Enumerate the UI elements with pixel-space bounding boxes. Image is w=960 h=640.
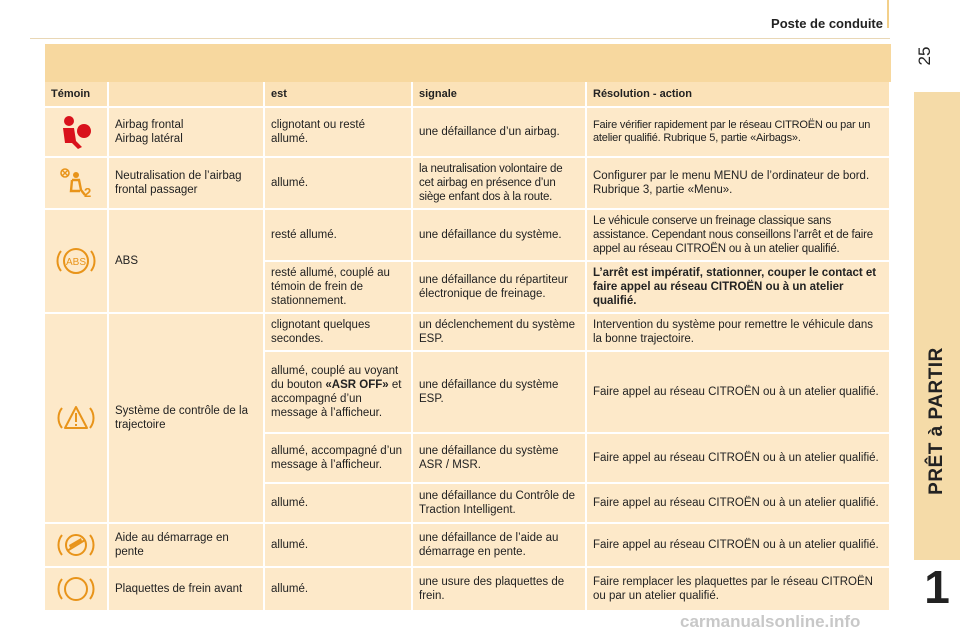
svg-text:ABS: ABS bbox=[65, 257, 87, 268]
signale-cell: une défaillance du système ASR / MSR. bbox=[413, 434, 587, 484]
temoin-name: ABS bbox=[109, 210, 265, 314]
action-cell: Faire appel au réseau CITROËN ou à un atelier qualifié. bbox=[587, 434, 891, 484]
chapter-section-text: PRÊT à PARTIR bbox=[926, 347, 947, 495]
est-cell: resté allumé. bbox=[265, 210, 413, 262]
page-number-text: 25 bbox=[915, 46, 934, 66]
column-header-resolution: Résolution - action bbox=[587, 82, 891, 108]
signale-cell: une défaillance du Contrôle de Traction Intelligent. bbox=[413, 484, 587, 524]
icon-cell bbox=[45, 524, 109, 568]
action-cell: Faire appel au réseau CITROËN ou à un atelier qualifié. bbox=[587, 484, 891, 524]
table-row bbox=[45, 568, 891, 612]
temoin-name: Plaquettes de frein avant bbox=[109, 568, 265, 612]
action-cell: Le véhicule conserve un freinage classique sans assistance. Cependant nous conseillons l’arrêt et de faire appel au réseau CITROËN ou à un atelier qualifié. bbox=[587, 210, 891, 262]
page-number bbox=[912, 36, 938, 76]
chapter-section-label bbox=[914, 300, 960, 560]
est-cell: allumé. bbox=[265, 524, 413, 568]
est-cell: clignotant ou resté allumé. bbox=[265, 108, 413, 158]
icon-cell bbox=[45, 210, 109, 314]
brake-pad-warning-icon bbox=[55, 571, 97, 607]
est-cell: allumé. bbox=[265, 484, 413, 524]
esp-warning-icon bbox=[55, 400, 97, 436]
table-top-band bbox=[45, 44, 891, 82]
action-cell: Faire remplacer les plaquettes par le réseau CITROËN ou par un atelier qualifié. bbox=[587, 568, 891, 612]
temoin-name: Aide au démarrage en pente bbox=[109, 524, 265, 568]
est-cell bbox=[265, 352, 413, 434]
column-header-temoin: Témoin bbox=[45, 82, 109, 108]
table-row bbox=[45, 524, 891, 568]
svg-text:2: 2 bbox=[84, 185, 92, 200]
table-row bbox=[45, 210, 891, 262]
signale-cell: une défaillance du système ESP. bbox=[413, 352, 587, 434]
signale-cell: une défaillance du répartiteur électronique de freinage. bbox=[413, 262, 587, 314]
signale-cell: un déclenchement du système ESP. bbox=[413, 314, 587, 352]
icon-cell bbox=[45, 158, 109, 210]
action-cell: Faire vérifier rapidement par le réseau CITROËN ou par un atelier qualifié. Rubrique 5, partie «Airbags». bbox=[587, 108, 891, 158]
chapter-number: 1 bbox=[924, 561, 950, 613]
signale-cell: une défaillance de l’aide au démarrage en pente. bbox=[413, 524, 587, 568]
action-cell: Faire appel au réseau CITROËN ou à un atelier qualifié. bbox=[587, 524, 891, 568]
signale-cell: la neutralisation volontaire de cet airbag en présence d’un siège enfant dos à la route. bbox=[413, 158, 587, 210]
action-cell: Intervention du système pour remettre le véhicule dans la bonne trajectoire. bbox=[587, 314, 891, 352]
est-cell: allumé. bbox=[265, 568, 413, 612]
table-header-row bbox=[45, 82, 891, 108]
watermark: carmanualsonline.info bbox=[680, 612, 861, 631]
temoin-name: Système de contrôle de la trajectoire bbox=[109, 314, 265, 524]
est-text: et accompagné d’un message à l’afficheur. bbox=[271, 379, 402, 419]
header-divider-tick bbox=[887, 0, 889, 28]
temoin-name: Airbag frontal Airbag latéral bbox=[109, 108, 265, 158]
warning-lights-table bbox=[45, 82, 891, 612]
asr-off-label: «ASR OFF» bbox=[325, 379, 389, 391]
abs-warning-icon bbox=[55, 243, 97, 279]
temoin-name: Neutralisation de l’airbag frontal passager bbox=[109, 158, 265, 210]
signale-cell: une défaillance d’un airbag. bbox=[413, 108, 587, 158]
hill-start-warning-icon bbox=[55, 527, 97, 563]
column-header-est: est bbox=[265, 82, 413, 108]
est-cell: allumé. bbox=[265, 158, 413, 210]
est-cell: allumé, accompagné d’un message à l’afficheur. bbox=[265, 434, 413, 484]
header-rule bbox=[30, 38, 890, 39]
running-header: Poste de conduite bbox=[771, 16, 883, 31]
icon-cell bbox=[45, 108, 109, 158]
airbag-off-icon bbox=[56, 165, 96, 201]
icon-cell bbox=[45, 314, 109, 524]
signale-cell: une usure des plaquettes de frein. bbox=[413, 568, 587, 612]
action-cell: Configurer par le menu MENU de l’ordinateur de bord. Rubrique 3, partie «Menu». bbox=[587, 158, 891, 210]
column-header-name bbox=[109, 82, 265, 108]
signale-cell: une défaillance du système. bbox=[413, 210, 587, 262]
table-row bbox=[45, 158, 891, 210]
table-row bbox=[45, 108, 891, 158]
airbag-warning-icon bbox=[56, 113, 96, 151]
icon-cell bbox=[45, 568, 109, 612]
table-row bbox=[45, 314, 891, 352]
est-text: allumé, couplé au voyant du bouton bbox=[271, 365, 399, 391]
column-header-signale: signale bbox=[413, 82, 587, 108]
est-cell: clignotant quelques secondes. bbox=[265, 314, 413, 352]
est-cell: resté allumé, couplé au témoin de frein de stationnement. bbox=[265, 262, 413, 314]
action-cell: Faire appel au réseau CITROËN ou à un atelier qualifié. bbox=[587, 352, 891, 434]
action-cell: L’arrêt est impératif, stationner, couper le contact et faire appel au réseau CITROËN ou à un atelier qualifié. bbox=[587, 262, 891, 314]
